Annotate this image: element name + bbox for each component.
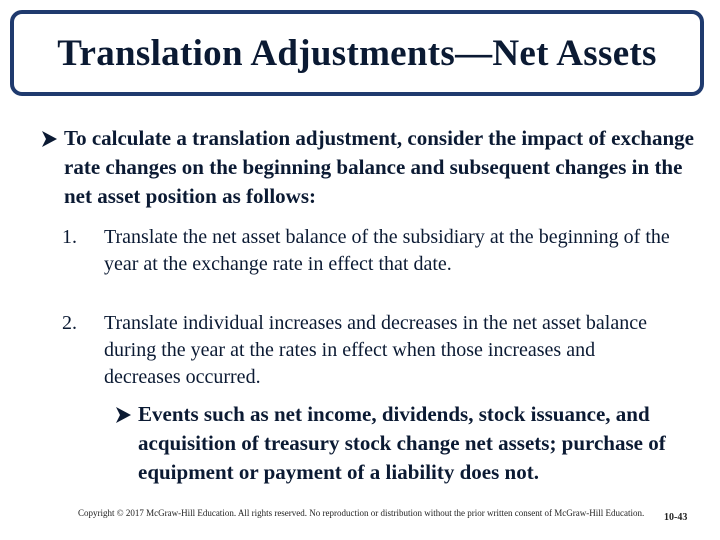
slide-title: Translation Adjustments—Net Assets xyxy=(57,32,657,74)
page-number: 10-43 xyxy=(664,512,688,523)
arrow-bullet-icon xyxy=(114,406,132,424)
arrow-bullet-icon xyxy=(40,130,58,148)
main-bullet-text: To calculate a translation adjustment, consider the impact of exchange rate changes on the beginning balance and subsequent changes in the net asset position as follows: xyxy=(64,126,694,208)
sub-bullet-text: Events such as net income, dividends, stock issuance, and acquisition of treasury stock change net assets; purchase of equipment or payment of a liability does not. xyxy=(138,402,666,484)
list-item-text: Translate the net asset balance of the subsidiary at the beginning of the year at the exchange rate in effect that date. xyxy=(104,226,670,275)
title-box xyxy=(10,10,704,96)
list-item-number: 2. xyxy=(62,312,77,334)
list-item-number: 1. xyxy=(62,226,77,248)
list-item-text: Translate individual increases and decreases in the net asset balance during the year at the rates in effect when those increases and decreases occurred. xyxy=(104,312,647,388)
copyright-footer: Copyright © 2017 McGraw-Hill Education. All rights reserved. No reproduction or distribution without the prior written consent of McGraw-Hill Education. xyxy=(78,508,645,518)
